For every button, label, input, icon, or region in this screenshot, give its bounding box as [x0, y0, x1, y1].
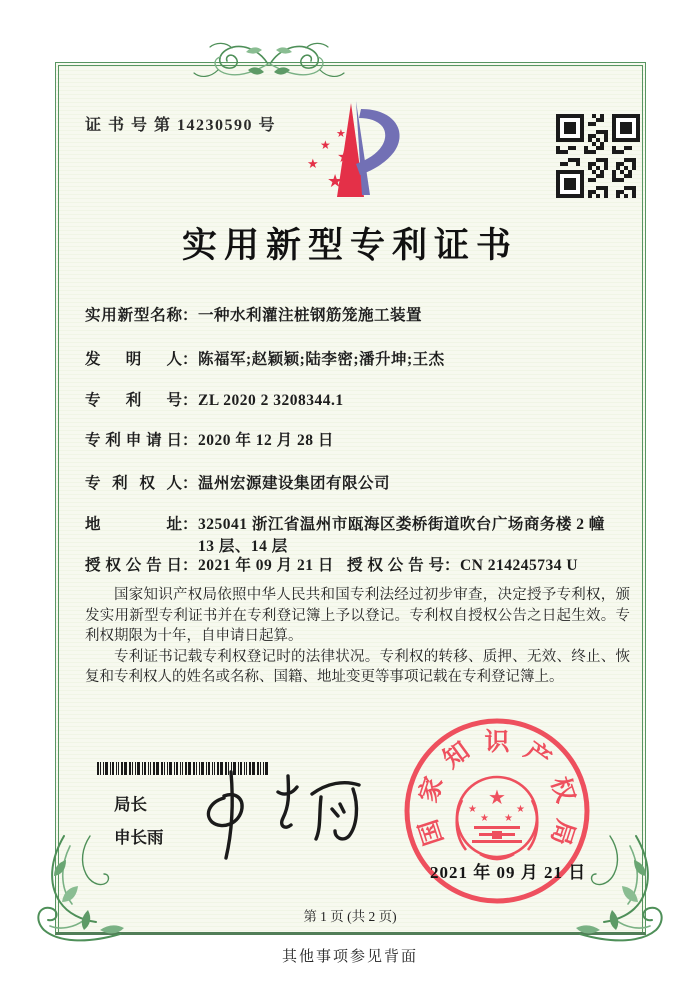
- field-value: ZL 2020 2 3208344.1: [198, 392, 344, 409]
- svg-text:★: ★: [504, 813, 513, 824]
- svg-text:识: 识: [484, 729, 510, 756]
- field-value: 一种水利灌注桩钢筋笼施工装置: [198, 307, 423, 324]
- svg-text:局: 局: [545, 816, 579, 849]
- svg-text:★: ★: [327, 171, 344, 191]
- svg-text:★: ★: [337, 149, 352, 166]
- field-value: 2020 年 12 月 28 日: [198, 432, 334, 449]
- svg-text:★: ★: [320, 138, 331, 152]
- cnipa-logo-icon: [291, 98, 423, 206]
- field-value: 325041 浙江省温州市瓯海区娄桥街道吹台广场商务楼 2 幢: [198, 516, 605, 533]
- svg-text:★: ★: [307, 156, 319, 171]
- field-label: 专利申请日: [85, 432, 182, 449]
- field-row-grant: 授权公告日：2021 年 09 月 21 日 授权公告号：CN 214245734 U: [85, 553, 334, 575]
- field-row-patentee: 专利权人：温州宏源建设集团有限公司: [85, 471, 390, 493]
- field-row-inventor: 发明人：陈福军;赵颖颖;陆李密;潘升坤;王杰: [85, 347, 445, 369]
- field-value: 温州宏源建设集团有限公司: [198, 475, 391, 492]
- svg-text:★: ★: [468, 804, 477, 815]
- legal-paragraph-2: 专利证书记载专利权登记时的法律状况。专利权的转移、质押、无效、终止、恢复和专利权人的姓名或名称、国籍、地址变更等事项记载在专利登记簿上。: [85, 648, 630, 685]
- legal-text: [85, 585, 630, 688]
- field-label: 发明人: [85, 351, 182, 368]
- field-value: 陈福军;赵颖颖;陆李密;潘升坤;王杰: [198, 351, 445, 368]
- qr-code-icon: [556, 114, 640, 198]
- director-block: [114, 788, 164, 854]
- director-title: 局长: [114, 795, 147, 814]
- field-value: 2021 年 09 月 21 日: [198, 557, 334, 574]
- certificate-number: 证 书 号 第 14230590 号: [85, 117, 277, 134]
- field-pair-grant-no: 授权公告号：CN 214245734 U: [347, 553, 578, 575]
- field-label: 授权公告号: [347, 557, 444, 574]
- svg-text:★: ★: [488, 785, 506, 809]
- certificate-title: 实用新型专利证书: [181, 226, 518, 265]
- svg-text:★: ★: [336, 128, 346, 140]
- svg-text:权: 权: [545, 773, 579, 806]
- field-row-patent-no: 专利号：ZL 2020 2 3208344.1: [85, 388, 344, 410]
- svg-text:国: 国: [415, 816, 449, 849]
- signature-icon: [192, 762, 382, 862]
- field-label: 地址: [85, 516, 182, 533]
- seal-date: 2021 年 09 月 21 日: [430, 863, 587, 882]
- field-label: 专利权人: [85, 475, 182, 492]
- field-label: 授权公告日: [85, 557, 182, 574]
- field-row-filing-date: 专利申请日：2020 年 12 月 28 日: [85, 428, 334, 450]
- director-name: 申长雨: [114, 828, 164, 847]
- page-indicator: 第 1 页 (共 2 页): [303, 909, 397, 924]
- legal-paragraph-1: 国家知识产权局依照中华人民共和国专利法经过初步审查，决定授予专利权，颁发实用新型专利证书并在专利登记簿上予以登记。专利权自授权公告之日起生效。专利权期限为十年，自申请日起算。: [85, 587, 630, 644]
- svg-text:产: 产: [519, 737, 556, 774]
- svg-text:★: ★: [516, 804, 525, 815]
- back-note: 其他事项参见背面: [281, 949, 418, 965]
- field-row-address: 地址：325041 浙江省温州市瓯海区娄桥街道吹台广场商务楼 2 幢 13 层、14 层: [85, 512, 605, 534]
- svg-text:家: 家: [415, 773, 449, 806]
- field-value-line2: 13 层、14 层: [198, 538, 288, 555]
- svg-text:★: ★: [480, 813, 489, 824]
- field-label: 实用新型名称: [85, 307, 182, 324]
- field-label: 专利号: [85, 392, 182, 409]
- field-value: CN 214245734 U: [460, 557, 579, 574]
- svg-text:知: 知: [438, 737, 475, 774]
- field-row-name: 实用新型名称：一种水利灌注桩钢筋笼施工装置: [85, 303, 422, 325]
- top-ornament-icon: [188, 40, 350, 86]
